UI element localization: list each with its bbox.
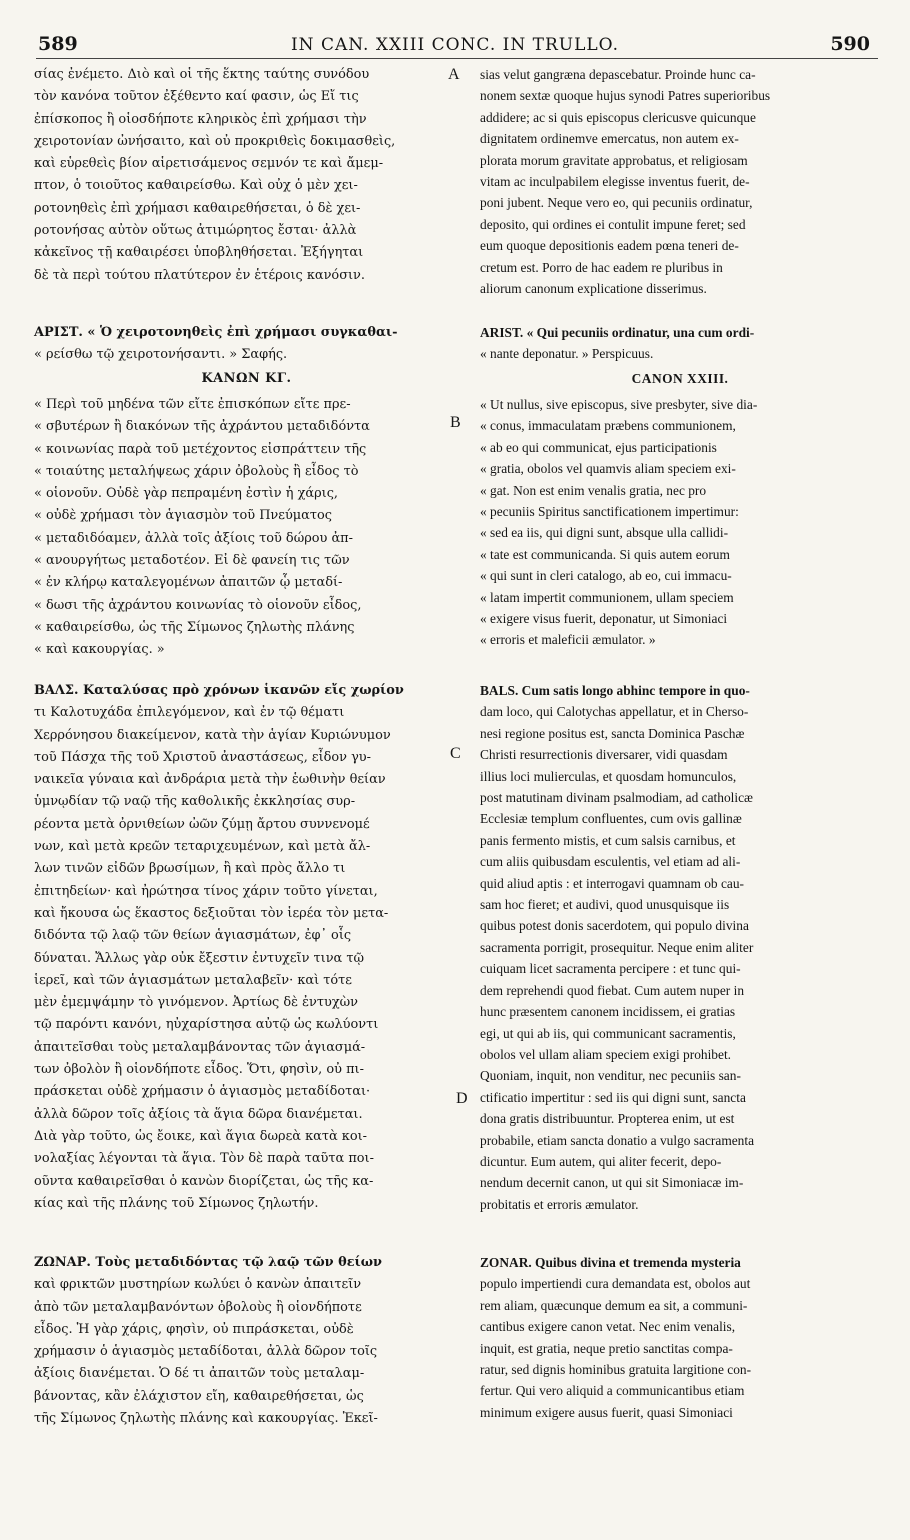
left-bals-line: ΒΑΛΣ. Καταλύσας πρὸ χρόνων ἱκανῶν εἴς χωρίον [34,683,404,698]
right-intro-line: addidere; ac si quis episcopus clericusve quicunque [480,109,756,125]
right-bals-line: hunc præsentem canonem incidissem, ei gratias [480,1004,736,1020]
left-canon-line: « τοιαύτης μεταλήψεως χάριν ὀβολοὺς ἢ εἶδος τὸ [34,463,359,479]
greek-canon-heading-box [34,368,459,390]
page-number-right: 590 [830,33,870,55]
right-canon-line: « gat. Non est enim venalis gratia, nec pro [480,482,707,498]
right-bals-line: Quoniam, inquit, non venditur, nec pecuniis san- [480,1068,741,1084]
right-arist-line: « nante deponatur. » Perspicuus. [480,346,654,362]
right-intro-line: plorata morum gravitate approbatus, et religiosam [480,152,748,168]
left-bals-line: μὲν ἐμεμψάμην τὸ γινόμενον. Ἀρτίως δὲ ἐντυχὼν [34,995,359,1011]
left-bals-line: νολαξίας λέγονται τὰ ἅγια. Τὸν δὲ παρὰ ταῦτα ποι- [34,1151,374,1167]
left-bals-line: τοῦ Πάσχα τῆς τοῦ Χριστοῦ ἀναστάσεως, εἶδον γυ- [34,749,371,765]
right-bals-line: probitatis et erroris æmulator. [480,1196,639,1212]
right-intro-line: nonem sextæ quoque hujus synodi Patres superioribus [480,88,771,104]
left-intro-line: καὶ εὑρεθεὶς βίον αἱρετισάμενος σεμνόν τε καὶ ἄμεμ- [34,156,384,172]
left-bals-line: τι Καλοτυχάδα ἐπιλεγόμενον, καὶ ἐν τῷ θέματι [34,705,345,721]
left-zon-line: βάνοντας, κἂν ἐλάχιστον εἴη, καθαιρεθήσεται, ὡς [34,1388,364,1404]
page-header [0,33,910,57]
right-intro-line: poni jubent. Neque vero eo, qui pecuniis ordinatur, [480,195,753,211]
left-zon-line: χρήμασιν ὁ ἁγιασμὸς μεταδίδοται, ἀλλὰ δῶρον τοῖς [34,1344,378,1360]
left-canon-line: « κοινωνίας παρὰ τοῦ μετέχοντος εἰσπράττειν τῆς [34,441,367,457]
left-intro-line: ἐπίσκοπος ἢ οἱοσδήποτε κληρικὸς ἐπὶ χρήμασι τὴν [34,111,367,127]
left-bals-line: ἀλλὰ δῶρον τοῖς ἀξίοις τὰ ἅγια δῶρα διανέμεται. [34,1106,363,1122]
right-bals-line: quibus potest donis sacerdotem, qui populo divina [480,918,749,934]
left-bals-line: οῦντα καθαιρεῖσθαι ὁ κανὼν διορίζεται, ὡς τῆς κα- [34,1173,374,1189]
right-zon-line: inquit, est gratia, neque pretio sanctitas compa- [480,1340,733,1356]
right-canon-line: « conus, immaculatam præbens communionem, [480,418,736,434]
right-bals-line: Ecclesiæ templum confluentes, cum ovis gallinæ [480,811,742,827]
running-title: IN CAN. XXIII CONC. IN TRULLO. [290,35,620,55]
left-intro-line: δὲ τὰ περὶ τούτου πλατύτερον ἐν ἑτέροις κανόσιν. [34,267,365,283]
right-bals-line: post matutinam divinam psalmodiam, ad catholicæ [480,790,753,806]
right-bals-line: egi, ut qui ab iis, qui communicant sacramentis, [480,1025,736,1041]
right-bals-line: cum aliis quibusdam esculentis, vel etiam ad ali- [480,854,741,870]
left-bals-line: νων, καὶ μετὰ κρεῶν τεταριχευμένων, καὶ μετὰ ἄλ- [34,839,371,855]
left-canon-line: « μεταδιδόαμεν, ἀλλὰ τοῖς ἀξίοις τοῦ δώρου ἀπ- [34,530,354,546]
right-intro-line: dignitatem ordinemve emercatus, non autem ex- [480,131,739,147]
left-zon-line: τῆς Σίμωνος ζηλωτὴς πλάνης καὶ κακουργίας. Ἐκεῖ- [34,1411,378,1427]
latin-canon [480,394,880,651]
left-intro-line: σίας ἐνέμετο. Διὸ καὶ οἱ τῆς ἕκτης ταύτης συνόδου [34,67,370,82]
right-zon-line: fertur. Qui vero aliquid a communicantibus etiam [480,1383,745,1399]
right-canon-line: « ab eo qui communicat, ejus participationis [480,439,717,455]
latin-intro [480,64,880,299]
right-bals-line: quid aliud aptis : et interrogavi quamnam ob cau- [480,875,745,891]
greek-canon-heading: ΚΑΝΩΝ ΚΓ. [201,371,292,386]
left-zon-line: εἶδος. Ἡ γὰρ χάρις, φησὶν, οὐ πιπράσκεται, οὐδὲ [34,1321,354,1337]
page-number-left: 589 [38,33,78,55]
left-canon-line: « οὐδὲ χρήμασι τὸν ἁγιασμὸν τοῦ Πνεύματος [34,508,332,524]
margin-marker-d: D [456,1090,468,1107]
left-intro-line: πτον, ὁ τοιοῦτος καθαιρείσθω. Καὶ οὐχ ὁ μὲν χει- [34,178,358,194]
right-canon-line: « qui sunt in cleri catalogo, ab eo, cui immacu- [480,568,732,584]
right-canon-line: « exigere visus fuerit, deponatur, ut Simoniaci [480,611,728,627]
left-intro-line: τὸν κανόνα τοῦτον ἐξέθεντο καί φασιν, ὡς Εἴ τις [34,89,359,105]
left-intro-line: ροτονήσας αὐτὸν οὕτως ἀτιμώρητος ἔσται· ἀλλὰ [34,223,357,239]
right-bals-line: dona gratis distribuuntur. Propterea enim, ut est [480,1111,735,1127]
greek-arist [34,322,459,367]
right-intro-line: cretum est. Porro de hac eadem re pluribus in [480,259,723,275]
left-arist-line: « ρείσθω τῷ χειροτονήσαντι. » Σαφής. [34,347,288,363]
right-zon-line: rem aliam, quæcunque demum ea sit, a communi- [480,1297,748,1313]
right-bals-line: ctificatio impertitur : sed iis qui digni sunt, sancta [480,1089,746,1105]
right-bals-line: illius loci mulierculas, et quosdam homunculos, [480,768,737,784]
right-bals-line: dem reprehendi quod fiebat. Cum autem nuper in [480,982,745,998]
left-canon-line: « καθαιρείσθω, ὡς τῆς Σίμωνος ζηλωτὴς πλάνης [34,619,355,635]
greek-zonaras [34,1252,459,1430]
left-arist-line: ΑΡΙΣΤ. « Ὁ χειροτονηθεὶς ἐπὶ χρήμασι συγκαθαι- [34,325,398,340]
left-zon-line: ΖΩΝΑΡ. Τοὺς μεταδιδόντας τῷ λαῷ τῶν θείων [34,1255,383,1270]
right-intro-line: deposito, qui ordines ei contulit impune feret; sed [480,216,746,232]
right-bals-line: cuiquam licet sacramenta percipere : et tunc qui- [480,961,741,977]
left-canon-line: « Περὶ τοῦ μηδένα τῶν εἴτε ἐπισκόπων εἴτε πρε- [34,397,351,412]
greek-canon [34,394,459,662]
latin-balsamon [480,680,880,1215]
left-bals-line: πράσκεται οὐδὲ χρήμασιν ὁ ἁγιασμὸς μεταδίδοται· [34,1084,371,1100]
left-canon-line: « οἱονοῦν. Οὐδὲ γὰρ πεπραμένη ἐστὶν ἡ χάρις, [34,486,339,502]
left-bals-line: ἐπιτηδείων· καὶ ἠρώτησα τίνος χάριν τοῦτο γίνεται, [34,883,378,899]
left-bals-line: Χερρόνησου διακείμενον, κατὰ τὴν ἁγίαν Κυριώνυμον [34,727,391,743]
left-bals-line: λων τινῶν εἰδῶν βρωσίμων, ἢ καὶ πρὸς ἄλλο τι [34,861,346,877]
right-bals-line: BALS. Cum satis longo abhinc tempore in quo- [480,683,750,698]
left-bals-line: ἀπαιτεῖσθαι τοὺς μεταλαμβάνοντας τῶν ἁγιασμά- [34,1039,366,1055]
right-canon-line: « latam impertit communionem, ullam speciem [480,589,734,605]
right-intro-line: vitam ac inculpabilem elegisse inventus fuerit, de- [480,174,750,190]
right-intro-line: eum quoque depositionis eadem pœna teneri de- [480,238,739,254]
greek-balsamon [34,680,459,1215]
right-canon-line: « pecuniis Spiritus sanctificationem impertimur: [480,504,739,520]
right-zon-line: cantibus exigere canon vetat. Nec enim venalis, [480,1319,736,1335]
latin-canon-heading-box [480,368,880,389]
right-bals-line: Christi resurrectionis diversarer, vidi quasdam [480,747,728,763]
left-bals-line: διδόντα τῷ λαῷ τῶν θείων ἁγιασμάτων, ἐφ᾽ οἷς [34,928,352,944]
right-arist-line: ARIST. « Qui pecuniis ordinatur, una cum ordi- [480,325,755,340]
left-intro-line: χειροτονίαν ὠνήσαιτο, καὶ οὐ προκριθεὶς δοκιμασθεὶς, [34,133,396,149]
greek-intro [34,64,459,287]
left-canon-line: « καὶ κακουργίας. » [34,642,165,658]
left-zon-line: καὶ φρικτῶν μυστηρίων κωλύει ὁ κανὼν ἀπαιτεῖν [34,1277,362,1293]
right-intro-line: aliorum canonum explicatione disserimus. [480,281,707,297]
left-canon-line: « δωσι τῆς ἀχράντου κοινωνίας τὸ οἱονοῦν εἶδος, [34,597,362,613]
margin-marker-c: C [450,745,461,762]
left-intro-line: κἀκεῖνος τῇ καθαιρέσει ὑποβληθήσεται. Ἐξήγηται [34,245,364,261]
left-bals-line: ρέοντα μετὰ ὀρνιθείων ὠῶν ζύμῃ ἄρτου συννενομέ [34,816,370,832]
left-canon-line: « ἐν κλήρῳ καταλεγομένων ἀπαιτῶν ᾧ μεταδί- [34,575,343,591]
left-bals-line: τῷ παρόντι κανόνι, ηὐχαρίστησα αὐτῷ ὡς κωλύοντι [34,1017,379,1033]
right-bals-line: nesi regione positus est, sancta Dominica Paschæ [480,725,745,741]
right-canon-line: « Ut nullus, sive episcopus, sive presbyter, sive dia- [480,397,758,412]
right-canon-line: « sed ea iis, qui digni sunt, absque ulla callidi- [480,525,729,541]
left-bals-line: ναικεῖα γύναια καὶ ἀνδράρια μετὰ τὴν ἑωθινὴν θείαν [34,772,386,788]
right-canon-line: « gratia, obolos vel quamvis aliam speciem exi- [480,461,736,477]
right-zon-line: populo impertiendi cura demandata est, obolos aut [480,1276,751,1292]
left-bals-line: καὶ ἤκουσα ὡς ἕκαστος δεξιοῦται τὸν ἱερέα τὸν μετα- [34,905,389,921]
right-bals-line: sam hoc fieret; et audivi, quod unusquisque iis [480,897,730,913]
right-bals-line: nendum decernit canon, ut qui sit Simoniacæ im- [480,1175,744,1191]
left-bals-line: Διὰ γὰρ τοῦτο, ὡς ἔοικε, καὶ ἅγια δωρεὰ κατὰ κοι- [34,1128,367,1144]
left-zon-line: ἀπὸ τῶν μεταλαμβανόντων ὀβολοὺς ἢ οἱονδήποτε [34,1299,362,1315]
left-zon-line: ἀξίοις διανέμεται. Ὁ δέ τι ἀπαιτῶν τοὺς μεταλαμ- [34,1366,365,1382]
margin-marker-a: A [448,66,460,83]
right-canon-line: « erroris et maleficii æmulator. » [480,632,656,648]
right-bals-line: dicuntur. Eum autem, qui aliter fecerit, depo- [480,1153,722,1169]
right-bals-line: panis fermento mistis, et cum salsis carnibus, et [480,832,736,848]
right-bals-line: dam loco, qui Calotychas appellatur, et in Cherso- [480,704,749,720]
right-intro-line: sias velut gangræna depascebatur. Proinde hunc ca- [480,67,756,82]
left-bals-line: ἱερεῖ, καὶ τῶν ἁγιασμάτων μεταλαβεῖν· καὶ τότε [34,972,352,988]
left-bals-line: δύναται. Ἄλλως γὰρ οὐκ ἔξεστιν ἐντυχεῖν τινα τῷ [34,950,364,966]
left-intro-line: ροτονηθεὶς ἐπὶ χρήμασι καθαιρεθήσεται, ὁ δὲ χει- [34,200,361,216]
right-zon-line: minimum exigere ausus fuerit, quasi Simoniaci [480,1404,733,1420]
latin-canon-heading: CANON XXIII. [631,371,729,386]
right-bals-line: probabile, etiam sancta donatio a vulgo sacramenta [480,1132,755,1148]
right-bals-line: sacramenta porrigit, prosequitur. Neque enim aliter [480,939,754,955]
header-rule [36,58,878,59]
margin-marker-b: B [450,414,461,431]
left-canon-line: « σβυτέρων ἢ διακόνων τῆς ἀχράντου μεταδιδόντα [34,419,370,435]
latin-arist [480,322,880,365]
right-canon-line: « tate est communicanda. Si quis autem eorum [480,546,730,562]
right-bals-line: obolos vel ullam aliam speciem exigi prohibet. [480,1046,732,1062]
left-bals-line: ὑμνῳδίαν τῷ ναῷ τῆς καθολικῆς ἐκκλησίας συρ- [34,794,356,810]
right-zon-line: ZONAR. Quibus divina et tremenda mysteria [480,1255,741,1270]
left-bals-line: των ὀβολὸν ἢ οἱονδήποτε εἶδος. Ὅτι, φησὶν, οὐ πι- [34,1062,364,1078]
left-canon-line: « ανουργήτως μεταδοτέον. Εἰ δὲ φανείη τις τῶν [34,553,350,569]
latin-zonaras [480,1252,880,1423]
left-bals-line: κίας καὶ τῆς πλάνης τοῦ Σίμωνος ζηλωτήν. [34,1195,319,1211]
right-zon-line: ratur, sed dignis hominibus gratuita largitione con- [480,1362,752,1378]
